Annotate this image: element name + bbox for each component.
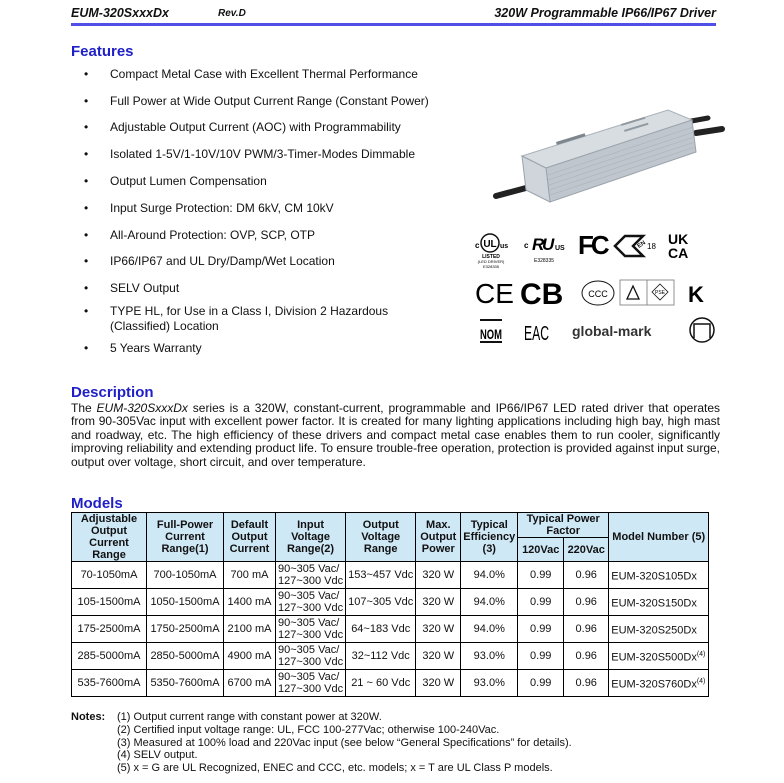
cell-adj-current: 105-1500mA	[72, 589, 147, 616]
cell-adj-current: 285-5000mA	[72, 643, 147, 670]
svg-text:CB: CB	[520, 278, 564, 311]
description-text	[71, 402, 720, 469]
svg-text:R: R	[532, 235, 545, 254]
svg-text:CA: CA	[668, 245, 689, 261]
svg-text:NOM: NOM	[480, 326, 502, 342]
feature-item: • Adjustable Output Current (AOC) with Programmability	[80, 120, 480, 135]
vin-ac: 90~305 Vac/	[278, 590, 340, 602]
cell-default-current: 4900 mA	[224, 643, 276, 670]
feature-item: • Compact Metal Case with Excellent Thermal Performance	[80, 67, 480, 82]
note-item: (2) Certified input voltage range: UL, FCC 100-277Vac; otherwise 100-240Vac.	[117, 723, 500, 736]
svg-text:CCC: CCC	[588, 289, 608, 299]
features-heading: Features	[71, 43, 134, 60]
fcc-icon	[578, 230, 610, 260]
cell-pf-220: 0.96	[564, 643, 609, 670]
vin-dc: 127~300 Vdc	[278, 656, 344, 668]
svg-text:K: K	[688, 282, 704, 307]
description-model: EUM-320SxxxDx	[96, 401, 188, 415]
cell-max-power: 320 W	[416, 589, 461, 616]
note-item: (4) SELV output.	[117, 749, 198, 762]
ce-icon	[475, 278, 514, 309]
cell-default-current: 700 mA	[224, 562, 276, 589]
pse-icon	[620, 280, 674, 305]
svg-text:EAC: EAC	[524, 323, 549, 345]
model-number: EUM-320S500Dx	[611, 651, 697, 664]
cell-full-power: 2850-5000mA	[147, 643, 224, 670]
svg-text:c: c	[475, 241, 480, 250]
cell-model-number	[609, 589, 709, 616]
enec-icon	[615, 236, 656, 256]
cell-adj-current: 175-2500mA	[72, 616, 147, 643]
ul-recognized-icon	[524, 235, 565, 264]
col-power-factor: Typical Power Factor	[518, 513, 609, 538]
cell-default-current: 2100 mA	[224, 616, 276, 643]
cell-pf-120: 0.99	[518, 562, 564, 589]
note-item: (1) Output current range with constant power at 320W.	[117, 711, 382, 723]
models-heading: Models	[71, 495, 123, 512]
cell-pf-120: 0.99	[518, 589, 564, 616]
vin-dc: 127~300 Vdc	[278, 629, 344, 641]
cell-model-number	[609, 643, 709, 670]
cell-output-voltage: 21 ~ 60 Vdc	[346, 670, 416, 697]
model-number: EUM-320S250Dx	[611, 624, 697, 637]
feature-item: • TYPE HL, for Use in a Class I, Division 2 Hazardous (Classified) Location	[80, 304, 410, 334]
cb-icon	[520, 278, 563, 311]
model-number: EUM-320S760Dx	[611, 678, 697, 691]
cell-full-power: 700-1050mA	[147, 562, 224, 589]
col-full-power-current: Full-Power Current Range(1)	[147, 513, 224, 562]
feature-item: • Output Lumen Compensation	[80, 174, 480, 189]
vin-ac: 90~305 Vac/	[278, 671, 340, 683]
col-pf-120vac: 120Vac	[518, 538, 564, 562]
col-input-voltage: Input Voltage Range(2)	[276, 513, 346, 562]
cell-max-power: 320 W	[416, 562, 461, 589]
col-model-number: Model Number (5)	[609, 513, 709, 562]
cell-model-number	[609, 616, 709, 643]
svg-text:PSE: PSE	[654, 290, 666, 296]
note-item: (3) Measured at 100% load and 220Vac input (see below “General Specifications” for details).	[117, 736, 572, 749]
table-row	[72, 670, 709, 697]
cell-pf-220: 0.96	[564, 589, 609, 616]
svg-text:EN: EN	[636, 240, 647, 250]
svg-text:global-mark: global-mark	[572, 323, 652, 339]
table-row	[72, 562, 709, 589]
ccc-icon	[582, 281, 614, 305]
svg-text:E328335: E328335	[482, 264, 500, 269]
model-number: EUM-320S105Dx	[611, 570, 697, 583]
cell-output-voltage: 32~112 Vdc	[346, 643, 416, 670]
vin-dc: 127~300 Vdc	[278, 602, 344, 614]
col-efficiency: Typical Efficiency (3)	[461, 513, 518, 562]
svg-text:UL: UL	[483, 239, 497, 250]
model-note: (4)	[696, 677, 706, 685]
feature-item: • All-Around Protection: OVP, SCP, OTP	[80, 228, 480, 243]
vin-ac: 90~305 Vac/	[278, 644, 340, 656]
ukca-icon	[668, 231, 688, 261]
cell-efficiency: 93.0%	[461, 670, 518, 697]
notes-label: Notes:	[71, 711, 106, 723]
header-title: 320W Programmable IP66/IP67 Driver	[494, 6, 716, 20]
svg-text:UK: UK	[668, 231, 689, 247]
col-output-voltage: Output Voltage Range	[346, 513, 416, 562]
svg-text:18: 18	[647, 242, 656, 251]
feature-item: • 5 Years Warranty	[80, 341, 480, 356]
global-mark-icon	[572, 323, 652, 339]
cell-input-voltage	[276, 589, 346, 616]
svg-text:US: US	[555, 245, 565, 252]
cell-max-power: 320 W	[416, 616, 461, 643]
svg-text:FC: FC	[578, 230, 607, 260]
cell-input-voltage	[276, 616, 346, 643]
cell-default-current: 1400 mA	[224, 589, 276, 616]
feature-item: • Input Surge Protection: DM 6kV, CM 10kV	[80, 201, 480, 216]
cell-pf-120: 0.99	[518, 616, 564, 643]
feature-item: • IP66/IP67 and UL Dry/Damp/Wet Location	[80, 254, 480, 269]
svg-text:CE: CE	[475, 278, 514, 309]
model-note: (4)	[696, 650, 706, 658]
cell-pf-220: 0.96	[564, 562, 609, 589]
table-row	[72, 589, 709, 616]
description-heading: Description	[71, 384, 154, 401]
cell-adj-current: 535-7600mA	[72, 670, 147, 697]
ul-mark-icon	[690, 318, 714, 342]
table-row	[72, 643, 709, 670]
svg-text:E328335: E328335	[533, 258, 555, 264]
feature-item: • Isolated 1-5V/1-10V/10V PWM/3-Timer-Modes Dimmable	[80, 147, 480, 162]
nom-icon	[480, 320, 502, 342]
svg-text:c: c	[524, 241, 529, 250]
col-max-power: Max. Output Power	[416, 513, 461, 562]
cell-input-voltage	[276, 562, 346, 589]
feature-item: • Full Power at Wide Output Current Range (Constant Power)	[80, 94, 480, 109]
cell-full-power: 5350-7600mA	[147, 670, 224, 697]
vin-dc: 127~300 Vdc	[278, 683, 344, 695]
vin-dc: 127~300 Vdc	[278, 575, 344, 587]
svg-text:U: U	[542, 235, 555, 254]
cell-adj-current: 70-1050mA	[72, 562, 147, 589]
notes-list	[117, 711, 717, 775]
svg-text:LISTED: LISTED	[482, 254, 500, 260]
col-pf-220vac: 220Vac	[564, 538, 609, 562]
cell-max-power: 320 W	[416, 643, 461, 670]
product-image	[486, 80, 746, 210]
cell-default-current: 6700 mA	[224, 670, 276, 697]
cell-pf-120: 0.99	[518, 643, 564, 670]
cell-output-voltage: 153~457 Vdc	[346, 562, 416, 589]
vin-ac: 90~305 Vac/	[278, 617, 340, 629]
cell-efficiency: 93.0%	[461, 643, 518, 670]
cell-efficiency: 94.0%	[461, 589, 518, 616]
cell-output-voltage: 107~305 Vdc	[346, 589, 416, 616]
cell-full-power: 1750-2500mA	[147, 616, 224, 643]
cell-max-power: 320 W	[416, 670, 461, 697]
features-list	[80, 62, 480, 356]
svg-text:(LED DRIVER): (LED DRIVER)	[477, 259, 505, 264]
cell-input-voltage	[276, 643, 346, 670]
col-default-current: Default Output Current	[224, 513, 276, 562]
kc-icon	[688, 282, 704, 307]
col-adjustable-current: Adjustable Output Current Range	[72, 513, 147, 562]
description-prefix: The	[71, 401, 97, 415]
cell-model-number	[609, 670, 709, 697]
cell-efficiency: 94.0%	[461, 562, 518, 589]
note-item: (5) x = G are UL Recognized, ENEC and CCC, etc. models; x = T are UL Class P models.	[117, 762, 553, 775]
cell-pf-220: 0.96	[564, 670, 609, 697]
cell-pf-220: 0.96	[564, 616, 609, 643]
cell-efficiency: 94.0%	[461, 616, 518, 643]
cell-output-voltage: 64~183 Vdc	[346, 616, 416, 643]
svg-text:us: us	[500, 243, 509, 250]
eac-icon	[524, 323, 549, 345]
vin-ac: 90~305 Vac/	[278, 563, 340, 575]
cell-full-power: 1050-1500mA	[147, 589, 224, 616]
cell-pf-120: 0.99	[518, 670, 564, 697]
header-model: EUM-320SxxxDx	[71, 6, 169, 20]
certification-logos	[475, 228, 725, 348]
feature-item: • SELV Output	[80, 281, 480, 296]
header-revision: Rev.D	[218, 8, 246, 19]
cell-input-voltage	[276, 670, 346, 697]
description-body: series is a 320W, constant-current, programmable and IP66/IP67 LED rated driver that operates from 90-305Vac input with excellent power factor. It is created for many lighting applications including high bay, high mast and roadway, etc. The high efficiency of these drivers and compact metal case enables them to run cooler, significantly improving reliability and extending product life. To ensure trouble-free operation, protection is provided against input surge, output over voltage, short circuit, and over temperature.	[71, 401, 721, 469]
ul-listed-icon	[475, 234, 508, 269]
table-row	[72, 616, 709, 643]
cell-model-number	[609, 562, 709, 589]
models-table	[71, 512, 709, 697]
header-divider	[71, 23, 716, 26]
model-number: EUM-320S150Dx	[611, 597, 697, 610]
